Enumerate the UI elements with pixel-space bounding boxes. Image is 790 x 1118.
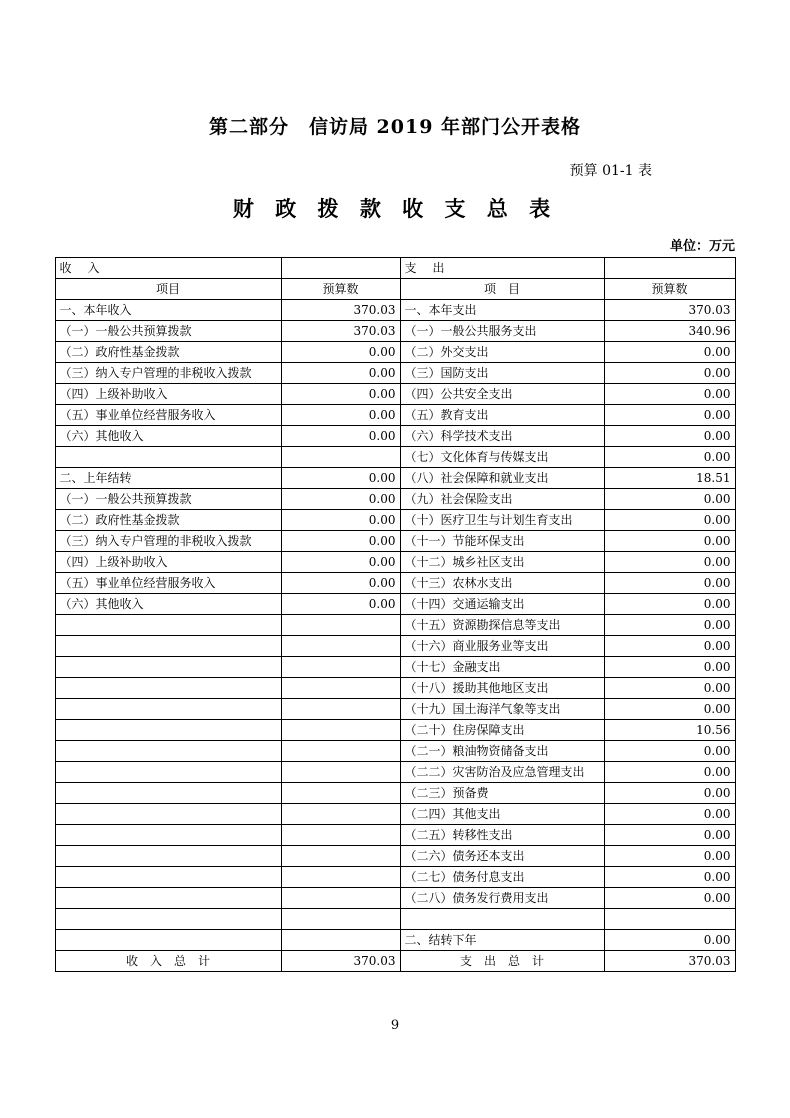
- revenue-amount-cell: [281, 762, 400, 783]
- table-row: [55, 426, 735, 447]
- revenue-item-cell: [55, 636, 281, 657]
- revenue-amount-cell: [281, 615, 400, 636]
- revenue-item-cell: （四）上级补助收入: [55, 552, 281, 573]
- revenue-total-value: 370.03: [281, 951, 400, 972]
- expenditure-amount-cell: 0.00: [604, 636, 735, 657]
- revenue-item-cell: （五）事业单位经营服务收入: [55, 405, 281, 426]
- revenue-item-column-header: 项目: [55, 279, 281, 300]
- section-title: 第二部分 信访局 2019 年部门公开表格: [208, 116, 582, 138]
- expenditure-item-cell: （十五）资源勘探信息等支出: [400, 615, 604, 636]
- expenditure-item-cell: （二三）预备费: [400, 783, 604, 804]
- revenue-item-cell: 一、本年收入: [55, 300, 281, 321]
- revenue-amount-cell: [281, 636, 400, 657]
- table-row: [55, 342, 735, 363]
- expenditure-item-cell: （二二）灾害防治及应急管理支出: [400, 762, 604, 783]
- expenditure-section-header-blank: [604, 258, 735, 279]
- expenditure-amount-cell: 18.51: [604, 468, 735, 489]
- table-row: [55, 804, 735, 825]
- revenue-amount-cell: [281, 699, 400, 720]
- revenue-amount-cell: 0.00: [281, 510, 400, 531]
- revenue-item-cell: [55, 447, 281, 468]
- revenue-item-cell: （六）其他收入: [55, 594, 281, 615]
- table-section-header-row: [55, 258, 735, 279]
- revenue-item-cell: [55, 867, 281, 888]
- revenue-item-cell: [55, 909, 281, 930]
- expenditure-amount-cell: 0.00: [604, 867, 735, 888]
- table-row: [55, 468, 735, 489]
- expenditure-item-cell: 一、本年支出: [400, 300, 604, 321]
- expenditure-amount-cell: 0.00: [604, 615, 735, 636]
- table-code-label: 预算 01-1 表: [569, 163, 652, 179]
- table-row: [55, 594, 735, 615]
- revenue-item-cell: （二）政府性基金拨款: [55, 510, 281, 531]
- revenue-amount-cell: [281, 888, 400, 909]
- revenue-item-cell: [55, 783, 281, 804]
- revenue-amount-cell: [281, 804, 400, 825]
- revenue-amount-cell: [281, 867, 400, 888]
- table-row: [55, 846, 735, 867]
- expenditure-amount-cell: 0.00: [604, 657, 735, 678]
- revenue-item-cell: （三）纳入专户管理的非税收入拨款: [55, 363, 281, 384]
- revenue-item-cell: （五）事业单位经营服务收入: [55, 573, 281, 594]
- expenditure-amount-cell: 0.00: [604, 888, 735, 909]
- table-row: [55, 447, 735, 468]
- table-row: [55, 699, 735, 720]
- expenditure-item-cell: （二一）粮油物资储备支出: [400, 741, 604, 762]
- table-title: 财 政 拨 款 收 支 总 表: [232, 196, 558, 221]
- expenditure-item-cell: （九）社会保险支出: [400, 489, 604, 510]
- table-row: [55, 867, 735, 888]
- expenditure-item-cell: [400, 909, 604, 930]
- table-row: [55, 678, 735, 699]
- expenditure-amount-cell: 0.00: [604, 783, 735, 804]
- revenue-item-cell: （一）一般公共预算拨款: [55, 321, 281, 342]
- table-row: [55, 489, 735, 510]
- table-row: [55, 741, 735, 762]
- table-row: [55, 510, 735, 531]
- expenditure-amount-cell: 0.00: [604, 384, 735, 405]
- revenue-amount-cell: [281, 930, 400, 951]
- unit-label: 单位：万元: [669, 239, 735, 254]
- revenue-item-cell: 二、上年结转: [55, 468, 281, 489]
- revenue-amount-cell: [281, 825, 400, 846]
- expenditure-amount-cell: 0.00: [604, 363, 735, 384]
- revenue-amount-cell: 0.00: [281, 531, 400, 552]
- revenue-amount-cell: 0.00: [281, 342, 400, 363]
- expenditure-amount-cell: 340.96: [604, 321, 735, 342]
- expenditure-item-cell: （十三）农林水支出: [400, 573, 604, 594]
- revenue-amount-cell: 0.00: [281, 552, 400, 573]
- expenditure-amount-cell: 0.00: [604, 342, 735, 363]
- table-row: [55, 363, 735, 384]
- revenue-item-cell: [55, 762, 281, 783]
- expenditure-item-cell: （十一）节能环保支出: [400, 531, 604, 552]
- revenue-amount-cell: 0.00: [281, 426, 400, 447]
- revenue-item-cell: [55, 930, 281, 951]
- table-row: [55, 615, 735, 636]
- revenue-item-cell: [55, 699, 281, 720]
- expenditure-item-cell: （二五）转移性支出: [400, 825, 604, 846]
- table-row: [55, 825, 735, 846]
- expenditure-item-cell: （四）公共安全支出: [400, 384, 604, 405]
- revenue-amount-cell: 0.00: [281, 489, 400, 510]
- table-row: [55, 783, 735, 804]
- expenditure-item-cell: （十六）商业服务业等支出: [400, 636, 604, 657]
- expenditure-item-cell: （一）一般公共服务支出: [400, 321, 604, 342]
- revenue-item-cell: （一）一般公共预算拨款: [55, 489, 281, 510]
- expenditure-item-cell: （二十）住房保障支出: [400, 720, 604, 741]
- expenditure-amount-cell: 0.00: [604, 426, 735, 447]
- revenue-amount-cell: [281, 678, 400, 699]
- expenditure-amount-cell: 0.00: [604, 699, 735, 720]
- revenue-item-cell: （四）上级补助收入: [55, 384, 281, 405]
- expenditure-item-cell: （五）教育支出: [400, 405, 604, 426]
- expenditure-item-cell: （三）国防支出: [400, 363, 604, 384]
- expenditure-amount-cell: 0.00: [604, 594, 735, 615]
- revenue-item-cell: [55, 741, 281, 762]
- revenue-amount-cell: [281, 783, 400, 804]
- revenue-amount-cell: [281, 657, 400, 678]
- table-row: [55, 321, 735, 342]
- expenditure-item-cell: （十九）国土海洋气象等支出: [400, 699, 604, 720]
- expenditure-item-column-header: 项 目: [400, 279, 604, 300]
- expenditure-amount-cell: [604, 909, 735, 930]
- expenditure-amount-cell: 370.03: [604, 300, 735, 321]
- expenditure-item-cell: （十八）援助其他地区支出: [400, 678, 604, 699]
- expenditure-amount-cell: 0.00: [604, 405, 735, 426]
- expenditure-amount-cell: 0.00: [604, 573, 735, 594]
- table-row: [55, 720, 735, 741]
- expenditure-amount-cell: 0.00: [604, 447, 735, 468]
- expenditure-item-cell: （七）文化体育与传媒支出: [400, 447, 604, 468]
- revenue-amount-cell: 0.00: [281, 573, 400, 594]
- expenditure-item-cell: （十二）城乡社区支出: [400, 552, 604, 573]
- revenue-item-cell: [55, 720, 281, 741]
- revenue-amount-cell: 370.03: [281, 321, 400, 342]
- table-row: [55, 657, 735, 678]
- expenditure-item-cell: （二四）其他支出: [400, 804, 604, 825]
- table-column-header-row: [55, 279, 735, 300]
- revenue-item-cell: [55, 678, 281, 699]
- table-row: [55, 573, 735, 594]
- expenditure-amount-cell: 0.00: [604, 804, 735, 825]
- expenditure-amount-cell: 0.00: [604, 510, 735, 531]
- revenue-item-cell: [55, 846, 281, 867]
- revenue-item-cell: [55, 888, 281, 909]
- table-row: [55, 552, 735, 573]
- table-total-row: [55, 951, 735, 972]
- expenditure-amount-cell: 0.00: [604, 846, 735, 867]
- revenue-item-cell: [55, 825, 281, 846]
- expenditure-amount-cell: 0.00: [604, 489, 735, 510]
- revenue-amount-cell: 0.00: [281, 384, 400, 405]
- expenditure-total-label: 支 出 总 计: [400, 951, 604, 972]
- revenue-section-header-blank: [281, 258, 400, 279]
- expenditure-amount-column-header: 预算数: [604, 279, 735, 300]
- expenditure-total-value: 370.03: [604, 951, 735, 972]
- table-row: [55, 930, 735, 951]
- expenditure-item-cell: （十七）金融支出: [400, 657, 604, 678]
- expenditure-amount-cell: 0.00: [604, 678, 735, 699]
- revenue-item-cell: （三）纳入专户管理的非税收入拨款: [55, 531, 281, 552]
- revenue-amount-cell: [281, 909, 400, 930]
- expenditure-item-cell: （二六）债务还本支出: [400, 846, 604, 867]
- expenditure-item-cell: 二、结转下年: [400, 930, 604, 951]
- revenue-amount-column-header: 预算数: [281, 279, 400, 300]
- page-number: 9: [390, 1018, 400, 1033]
- revenue-item-cell: [55, 615, 281, 636]
- revenue-amount-cell: [281, 720, 400, 741]
- expenditure-item-cell: （二）外交支出: [400, 342, 604, 363]
- table-row: [55, 909, 735, 930]
- revenue-amount-cell: [281, 447, 400, 468]
- revenue-amount-cell: 0.00: [281, 594, 400, 615]
- revenue-item-cell: （二）政府性基金拨款: [55, 342, 281, 363]
- revenue-amount-cell: [281, 741, 400, 762]
- revenue-amount-cell: 0.00: [281, 363, 400, 384]
- table-row: [55, 636, 735, 657]
- expenditure-item-cell: （十四）交通运输支出: [400, 594, 604, 615]
- expenditure-amount-cell: 0.00: [604, 762, 735, 783]
- expenditure-amount-cell: 0.00: [604, 930, 735, 951]
- table-row: [55, 762, 735, 783]
- expenditure-amount-cell: 0.00: [604, 552, 735, 573]
- revenue-amount-cell: 370.03: [281, 300, 400, 321]
- table-row: [55, 405, 735, 426]
- expenditure-amount-cell: 0.00: [604, 531, 735, 552]
- table-body: [55, 300, 735, 951]
- revenue-item-cell: [55, 657, 281, 678]
- budget-table: [55, 257, 736, 972]
- revenue-section-header: 收 入: [55, 258, 281, 279]
- revenue-amount-cell: [281, 846, 400, 867]
- expenditure-item-cell: （十）医疗卫生与计划生育支出: [400, 510, 604, 531]
- table-row: [55, 300, 735, 321]
- revenue-item-cell: （六）其他收入: [55, 426, 281, 447]
- expenditure-section-header: 支 出: [400, 258, 604, 279]
- revenue-item-cell: [55, 804, 281, 825]
- table-row: [55, 531, 735, 552]
- revenue-amount-cell: 0.00: [281, 405, 400, 426]
- expenditure-amount-cell: 0.00: [604, 825, 735, 846]
- expenditure-amount-cell: 0.00: [604, 741, 735, 762]
- expenditure-item-cell: （八）社会保障和就业支出: [400, 468, 604, 489]
- expenditure-item-cell: （二七）债务付息支出: [400, 867, 604, 888]
- revenue-total-label: 收 入 总 计: [55, 951, 281, 972]
- table-row: [55, 888, 735, 909]
- expenditure-amount-cell: 10.56: [604, 720, 735, 741]
- table-row: [55, 384, 735, 405]
- expenditure-item-cell: （六）科学技术支出: [400, 426, 604, 447]
- revenue-amount-cell: 0.00: [281, 468, 400, 489]
- expenditure-item-cell: （二八）债务发行费用支出: [400, 888, 604, 909]
